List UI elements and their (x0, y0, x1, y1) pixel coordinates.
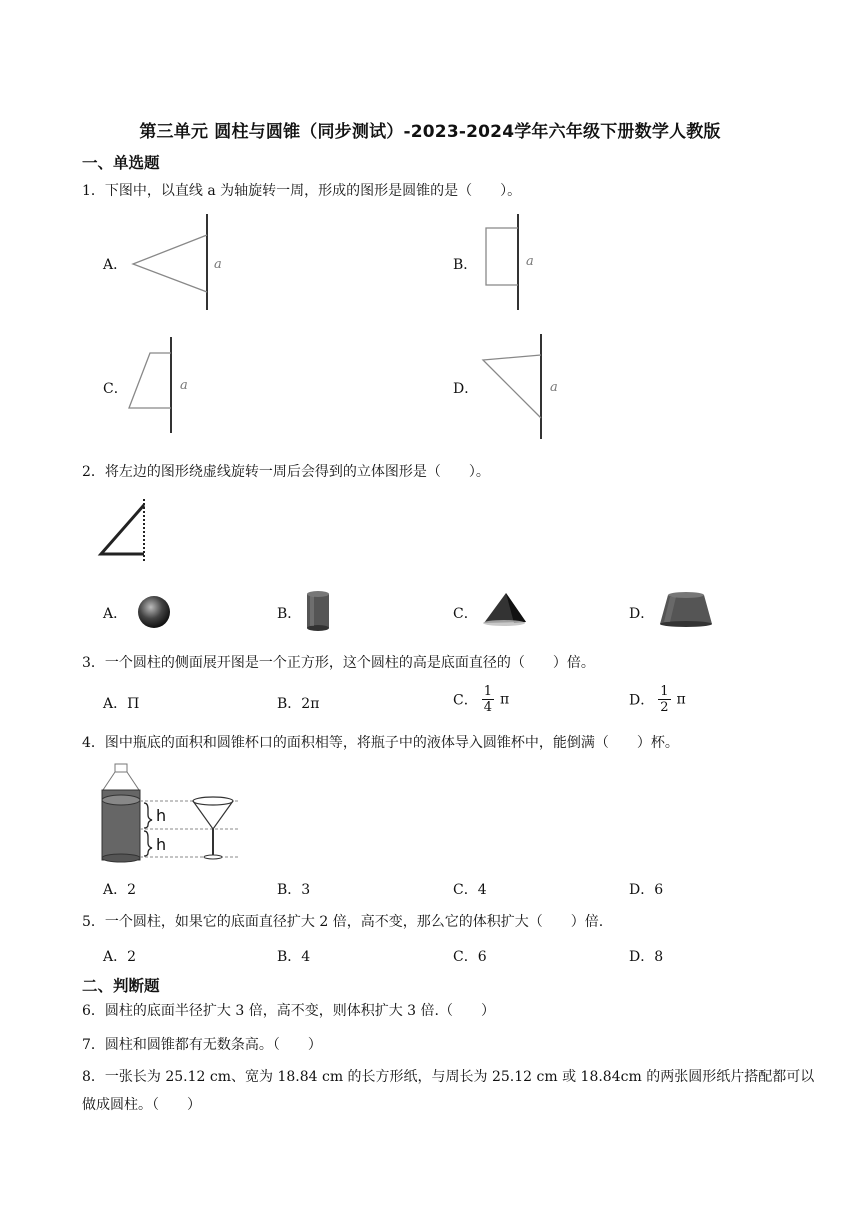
q3-option-d-label: D． (629, 692, 655, 709)
question-4-text: 4．图中瓶底的面积和圆锥杯口的面积相等，将瓶子中的液体导入圆锥杯中，能倒满（ ）杯。 (82, 735, 679, 751)
q3-option-c[interactable] (453, 684, 509, 715)
q3-c-pi: π (500, 691, 510, 708)
q1-option-a-figure[interactable] (130, 212, 230, 312)
question-7-text: 7．圆柱和圆锥都有无数条高。（ ） (82, 1037, 322, 1053)
q3-d-denominator: 2 (660, 700, 669, 715)
q1-d-axis-label: a (550, 380, 558, 395)
q5-option-d[interactable]: D．8 (629, 949, 664, 965)
section-heading-true-false: 二、判断题 (82, 977, 160, 995)
question-8-text: 8．一张长为 25.12 cm、宽为 18.84 cm 的长方形纸，与周长为 25.12 cm 或 18.84cm 的两张圆形纸片搭配都可以做成圆柱。（ ） (82, 1069, 815, 1113)
q1-option-d-label[interactable]: D． (453, 381, 479, 397)
q2-option-b-label[interactable]: B． (277, 606, 302, 622)
q4-option-b[interactable]: B．3 (277, 882, 311, 898)
q5-option-c[interactable]: C．6 (453, 949, 487, 965)
question-2-text: 2．将左边的图形绕虚线旋转一周后会得到的立体图形是（ ）。 (82, 464, 490, 480)
q4-h-label-top: h (156, 806, 167, 825)
q3-option-c-fraction (482, 684, 494, 715)
q3-option-b[interactable]: B．2π (277, 696, 320, 712)
q1-option-d-figure[interactable] (480, 332, 570, 442)
q4-h-label-bottom: h (156, 835, 167, 854)
q1-option-c-figure[interactable] (125, 335, 205, 437)
q3-d-numerator: 1 (660, 684, 669, 699)
section-heading-single-choice: 一、单选题 (82, 154, 160, 172)
q2-option-a-sphere-icon[interactable] (134, 595, 174, 629)
question-3-text: 3．一个圆柱的侧面展开图是一个正方形，这个圆柱的高是底面直径的（ ）倍。 (82, 655, 595, 671)
q5-option-b[interactable]: B．4 (277, 949, 311, 965)
q2-rotation-figure (98, 497, 150, 567)
q4-option-d[interactable]: D．6 (629, 882, 664, 898)
q1-option-b-label[interactable]: B． (453, 257, 478, 273)
q1-b-axis-label: a (526, 254, 534, 269)
q3-option-d[interactable] (629, 684, 686, 715)
q3-d-pi: π (676, 691, 686, 708)
q4-bottle-and-cone-figure (98, 762, 248, 864)
q2-option-a-label[interactable]: A． (103, 606, 128, 622)
question-6-text: 6．圆柱的底面半径扩大 3 倍，高不变，则体积扩大 3 倍.（ ） (82, 1003, 495, 1019)
page-title: 第三单元 圆柱与圆锥（同步测试）-2023-2024学年六年级下册数学人教版 (139, 122, 721, 142)
q3-option-a[interactable]: A．Π (103, 696, 140, 712)
q2-option-c-label[interactable]: C． (453, 606, 478, 622)
q3-option-d-fraction (658, 684, 670, 715)
q1-a-axis-label: a (214, 257, 222, 272)
q1-c-axis-label: a (180, 378, 188, 393)
q5-option-a[interactable]: A．2 (103, 949, 137, 965)
question-1-text: 1．下图中，以直线 a 为轴旋转一周，形成的图形是圆锥的是（ ）。 (82, 183, 522, 199)
question-5-text: 5．一个圆柱，如果它的底面直径扩大 2 倍，高不变，那么它的体积扩大（ ）倍. (82, 914, 604, 930)
q1-option-a-label[interactable]: A． (103, 257, 128, 273)
q2-option-b-cylinder-icon[interactable] (304, 590, 334, 632)
q4-option-a[interactable]: A．2 (103, 882, 137, 898)
q2-option-c-cone-icon[interactable] (480, 590, 530, 630)
q2-option-d-frustum-icon[interactable] (656, 590, 716, 630)
q4-option-c[interactable]: C．4 (453, 882, 487, 898)
q1-option-b-figure[interactable] (480, 212, 550, 312)
q3-option-c-label: C． (453, 692, 478, 709)
q1-option-c-label[interactable]: C． (103, 381, 128, 397)
q2-option-d-label[interactable]: D． (629, 606, 655, 622)
q3-c-numerator: 1 (483, 684, 492, 699)
q3-c-denominator: 4 (483, 700, 492, 715)
